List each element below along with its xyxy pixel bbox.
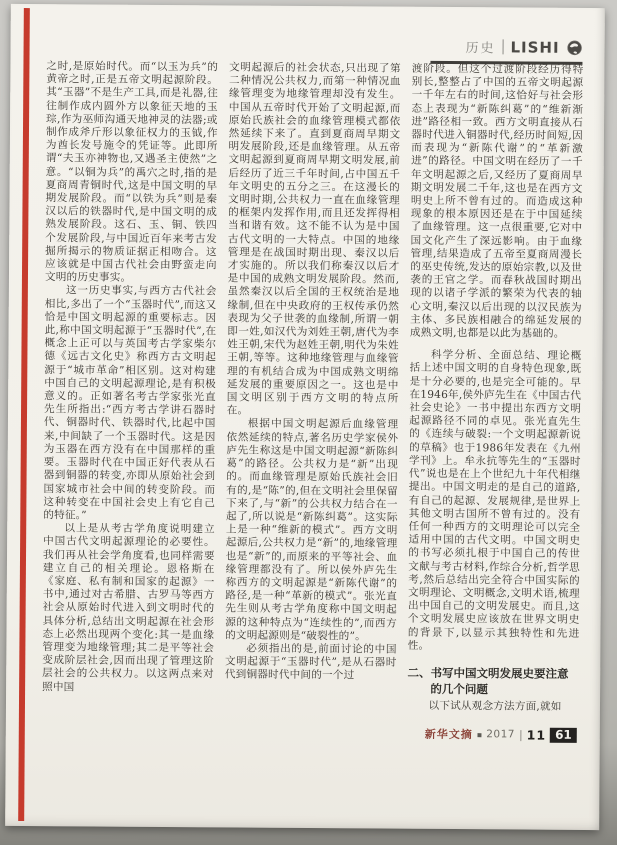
- paragraph: 根据中国文明起源后血缘管理依然延续的特点,著名历史学家侯外庐先生称这是中国文明起源“新陈纠葛”的路径。公共权力是“新”出现的。而血缘管理是原始氏族社会旧有的,是“陈”的,但在文明社会里保留下来了,与“新”的公共权力结合在一起了,所以说是“新陈纠葛”。这实际上是一种“维新的模式”。西方文明起源后,公共权力是“新”的,地缘管理也是“新”的,而原来的平等社会、血缘管理都没有了。所以侯外庐先生称西方的文明起源是“新陈代谢”的路径,是一种“革新的模式”。张光直先生则从考古学角度称中国文明起源的这种特点为“连续性的”,而西方的文明起源则是“破裂性的”。: [225, 418, 399, 643]
- section-heading: 二、书写中国文明发展史要注意的几个问题: [407, 665, 569, 697]
- text-column-2: [224, 61, 400, 741]
- paragraph: 必须指出的是,前面讨论的中国文明起源于“玉器时代”,是从石器时代到铜器时代中间的一个过: [224, 642, 397, 682]
- footer-bullet: ▪: [476, 729, 483, 739]
- page-number-badge: 61: [550, 727, 577, 742]
- paragraph: 渡阶段。但这个过渡阶段经历得特别长,整整占了中国的五帝文明起源一千年左右的时间,这恰好与社会形态上表现为“新陈纠葛”的“维新渐进”路径相一致。西方文明直接从石器时代进入铜器时代,经历时间短,因而表现为“新陈代谢”的“革新激进”的路径。中国文明在经历了一千年文明起源之后,又经历了夏商周早期文明发展二千年,这也是在西方文明史上所不曾有过的。而造成这种现象的根本原因还是在于中国延续了血缘管理。这一点很重要,它对中国文化产生了深远影响。由于血缘管理,结果造成了五帝至夏商周漫长的巫史传统,发达的原始宗教,以及世袭的王官之学。而春秋战国时期出现的以诸子学派的繁荣为代表的轴心文明,秦汉以后出现的以汉民族为主体、多民族相融合的绵延发展的成熟文明,也都是以此为基础的。: [409, 62, 584, 340]
- article-columns: [42, 60, 584, 743]
- paragraph: 以上是从考古学角度说明建立中国古代文明起源理论的必要性。我们再从社会学角度看,也同样需要建立自己的相关理论。恩格斯在《家庭、私有制和国家的起源》一书中,通过对古希腊、古罗马等西方社会从原始时代进入到文明时代的具体分析,总结出文明起源在社会形态上必然出现两个变化:其一是血缘管理变为地缘管理;其二是平等社会变成阶层社会,因而出现了管理这阶层社会的公共权力。以这两点来对照中国: [42, 522, 215, 693]
- footer-separator: |: [518, 728, 523, 742]
- issue-number: 11: [526, 727, 547, 743]
- footer-year: 2017: [486, 728, 516, 741]
- paragraph: 之时,是原始时代。而“以玉为兵”的黄帝之时,正是五帝文明起源阶段。其“玉器”不是生产工具,而是礼器,往往制作成内圆外方以象征天地的玉琮,作为巫师沟通天地神灵的法器;或制作成斧斤形以象征权力的玉钺,作为酋长发号施令的凭证等。此即所谓“夫玉亦神物也,又遇圣主使然”之意。“以铜为兵”的禹穴之时,指的是夏商周青铜时代,这是中国文明的早期发展阶段。而“以铁为兵”则是秦汉以后的铁器时代,是中国文明的成熟发展阶段。这石、玉、铜、铁四个发展阶段,与中国近百年来考古发掘所揭示的物质证据正相吻合。这应该就是中国古代社会由野蛮走向文明的历史事实。: [44, 60, 219, 285]
- paragraph: 科学分析、全面总结、理论概括上述中国文明的自身特色现象,既是十分必要的,也是完全可能的。早在1946年,侯外庐先生在《中国古代社会史论》一书中提出东西方文明起源路径不同的卓见。张光直先生的《连续与破裂:一个文明起源新说的草稿》也于1986年发表在《九州学刊》上。牟永抗等先生的“玉器时代”说也是在上个世纪九十年代相继提出。中国文明走的是自己的道路,有自己的起源、发展规律,是世界上其他文明古国所不曾有过的。没有任何一种西方的文明理论可以完全适用中国的古代文明。中国文明史的书写必须扎根于中国自己的传世文献与考古材料,作综合分析,哲学思考,然后总结出完全符合中国实际的文明理论、文明概念,文明术语,梳理出中国自己的文明发展史。而且,这个文明发展史应该放在世界文明史的背景下,以显示其独特性和先进性。: [407, 349, 582, 652]
- section-header: [430, 37, 582, 65]
- text-column-3: [407, 63, 583, 743]
- paragraph: 文明起源后的社会状态,只出现了第二种情况公共权力,而第一种情况血缘管理变为地缘管理却没有发生。中国从五帝时代开始了文明起源,而原始氏族社会的血缘管理模式都依然延续下来了。直到夏商周早期文明发展阶段,还是血缘管理。从五帝文明起源到夏商周早期文明发展,前后经历了近三千年时间,占中国五千年文明史的五分之三。在这漫长的文明时期,公共权力一直在血缘管理的框架内发挥作用,而且还发挥得相当和谐有效。这不能不认为是中国古代文明的一大特点。中国的地缘管理是在战国时期出现、秦汉以后才实施的。所以我们称秦汉以后才是中国的成熟文明发展阶段。然而,虽然秦汉以后全国的王权统治是地缘制,但在中央政府的王权传承仍然表现为父子世袭的血缘制,所谓一朝即一姓,如汉代为刘姓王朝,唐代为李姓王朝,宋代为赵姓王朝,明代为朱姓王朝,等等。这种地缘管理与血缘管理的有机结合成为中国成熟文明绵延发展的重要原因之一。这也是中国文明区别于西方文明的特点所在。: [226, 61, 401, 417]
- header-divider: [502, 39, 503, 54]
- magazine-name: 新华文摘: [424, 727, 473, 742]
- section-title-en: LISHI: [510, 37, 560, 57]
- section-title-cn: 历史: [465, 41, 496, 57]
- text-column-3-body: [407, 63, 583, 714]
- paragraph: 这一历史事实,与西方古代社会相比,多出了一个“玉器时代”,而这又恰是中国文明起源的重要标志。因此,称中国文明起源于“玉器时代”,在概念上正可以与英国考古学家柴尔德《远古文化史》称西方古文明起源于“城市革命”相区别。这对构建中国自己的文明起源理论,是有积极意义的。正如著名考古学家张光直先生所指出:“西方考古学讲石器时代、铜器时代、铁器时代,比起中国来,中间缺了一个玉器时代。这是因为玉器在西方没有在中国那样的重要。玉器时代在中国正好代表从石器到铜器的转变,亦即从原始社会到国家城市社会中间的转变阶段。而这种转变在中国社会史上有它自己的特征。”: [43, 284, 217, 522]
- text-column-1: [42, 60, 218, 740]
- journal-page: [5, 4, 605, 830]
- page-footer: [407, 726, 579, 743]
- globe-icon: [567, 39, 583, 55]
- red-edge-rule: [18, 8, 30, 821]
- paragraph: 以下试从观念方法方面,就如: [428, 699, 562, 713]
